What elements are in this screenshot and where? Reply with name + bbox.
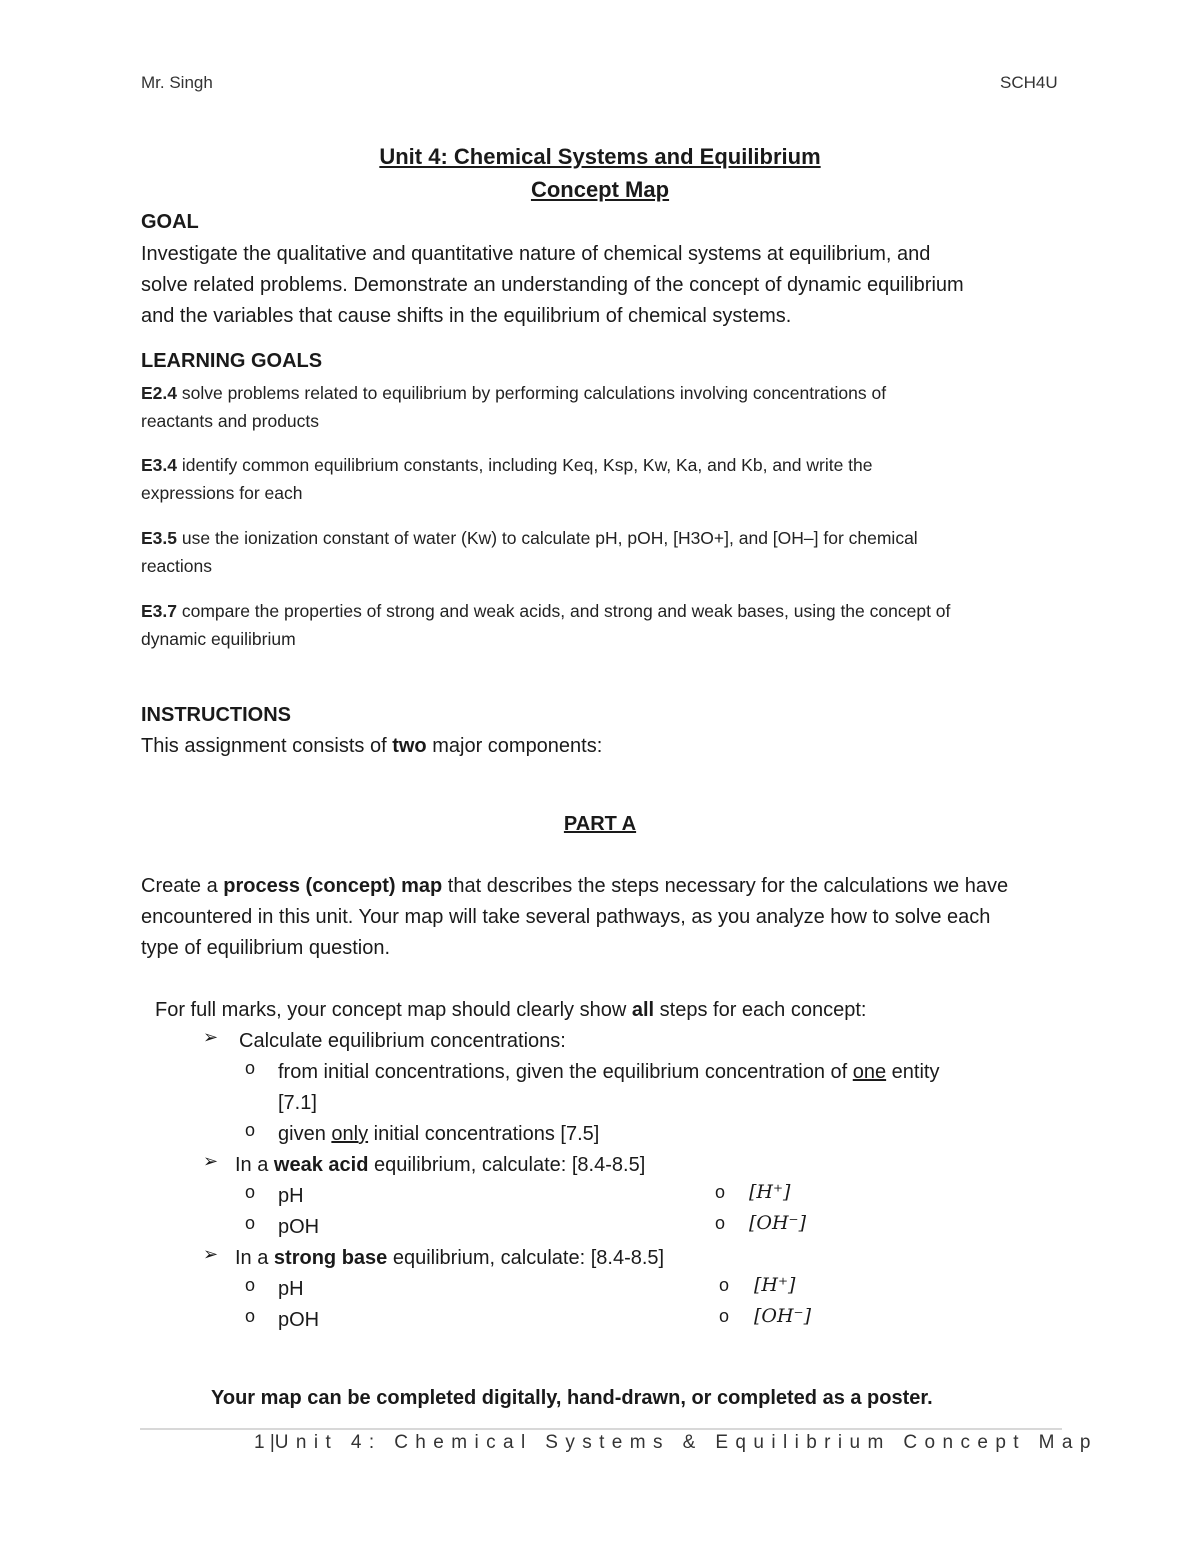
goal-line-1: Investigate the qualitative and quantitative nature of chemical systems at equilibrium, and	[141, 243, 931, 265]
goal-text: identify common equilibrium constants, including Keq, Ksp, Kw, Ka, and Kb, and write the	[177, 455, 873, 475]
instructions-heading: INSTRUCTIONS	[141, 704, 291, 726]
footer	[254, 1432, 1098, 1454]
text: major components:	[426, 735, 603, 757]
weak-acid-ph: pH	[278, 1185, 304, 1207]
text: equilibrium, calculate: [8.4-8.5]	[368, 1154, 646, 1176]
weak-acid-h-plus: [H⁺]	[749, 1181, 791, 1203]
goal-code: E2.4	[141, 383, 177, 403]
learning-goals-heading: LEARNING GOALS	[141, 350, 323, 372]
learning-goal-e24	[141, 379, 886, 407]
text: steps for each concept:	[654, 999, 867, 1021]
arrow-bullet-icon: ➢	[203, 1244, 219, 1264]
page-subtitle: Concept Map	[530, 177, 670, 202]
text: Create a	[141, 875, 224, 897]
strong-base-h-plus: [H⁺]	[754, 1274, 796, 1296]
strong-base-ph: pH	[278, 1278, 304, 1300]
sub-bullet-only-initial	[278, 1119, 599, 1150]
circle-bullet-icon: o	[719, 1275, 730, 1295]
text: equilibrium, calculate: [8.4-8.5]	[387, 1247, 665, 1269]
text-underlined: only	[331, 1123, 369, 1145]
circle-bullet-icon: o	[719, 1306, 730, 1326]
goal-text: use the ionization constant of water (Kw) to calculate pH, pOH, [H3O+], and [OH–] for chemical	[177, 528, 918, 548]
header-course-code: SCH4U	[1000, 73, 1058, 92]
learning-goal-e34-cont: expressions for each	[141, 483, 303, 503]
full-marks-text	[155, 995, 866, 1026]
circle-bullet-icon: o	[245, 1306, 256, 1326]
footer-divider	[140, 1428, 1062, 1430]
learning-goal-e34	[141, 451, 873, 479]
closing-statement: Your map can be completed digitally, hand-drawn, or completed as a poster.	[211, 1387, 933, 1409]
circle-bullet-icon: o	[245, 1275, 256, 1295]
circle-bullet-icon: o	[245, 1213, 256, 1233]
sub-bullet-initial-given-one	[278, 1057, 939, 1088]
text: initial concentrations [7.5]	[368, 1123, 600, 1145]
circle-bullet-icon: o	[245, 1182, 256, 1202]
goal-heading: GOAL	[141, 211, 199, 233]
goal-line-2: solve related problems. Demonstrate an understanding of the concept of dynamic equilibrium	[141, 274, 964, 296]
footer-title: Unit 4: Chemical Systems & Equilibrium Concept Map	[274, 1432, 1098, 1453]
instructions-text	[141, 731, 602, 762]
text: given	[278, 1123, 332, 1145]
goal-text: compare the properties of strong and weak acids, and strong and weak bases, using the concept of	[177, 601, 951, 621]
goal-line-3: and the variables that cause shifts in the equilibrium of chemical systems.	[141, 305, 792, 327]
footer-separator: |	[269, 1432, 275, 1453]
weak-acid-poh: pOH	[278, 1216, 320, 1238]
goal-code: E3.7	[141, 601, 177, 621]
bullet-strong-base	[235, 1243, 664, 1274]
learning-goal-e37-cont: dynamic equilibrium	[141, 629, 296, 649]
strong-base-poh: pOH	[278, 1309, 320, 1331]
bullet-equilibrium-concentrations: Calculate equilibrium concentrations:	[239, 1030, 566, 1052]
text: For full marks, your concept map should clearly show	[155, 999, 632, 1021]
text-emphasis: two	[392, 735, 427, 757]
bullet-weak-acid	[235, 1150, 645, 1181]
page-number: 1	[254, 1432, 265, 1453]
arrow-bullet-icon: ➢	[203, 1151, 219, 1171]
page-title: Unit 4: Chemical Systems and Equilibrium	[379, 144, 821, 169]
text: This assignment consists of	[141, 735, 393, 757]
learning-goal-e24-cont: reactants and products	[141, 411, 320, 431]
text-emphasis: strong base	[273, 1247, 388, 1269]
text: In a	[235, 1247, 274, 1269]
part-a-heading: PART A	[563, 813, 637, 835]
learning-goal-e35-cont: reactions	[141, 556, 213, 576]
learning-goal-e37	[141, 597, 950, 625]
part-a-paragraph-line-2: encountered in this unit. Your map will take several pathways, as you analyze how to solve each	[141, 906, 991, 928]
goal-text: solve problems related to equilibrium by performing calculations involving concentrations of	[177, 383, 887, 403]
circle-bullet-icon: o	[245, 1058, 256, 1078]
part-a-paragraph-line-1	[141, 871, 1008, 902]
strong-base-oh-minus: [OH⁻]	[754, 1305, 811, 1327]
text: that describes the steps necessary for the calculations we have	[442, 875, 1009, 897]
circle-bullet-icon: o	[715, 1213, 726, 1233]
circle-bullet-icon: o	[245, 1120, 256, 1140]
text: entity	[886, 1061, 940, 1083]
weak-acid-oh-minus: [OH⁻]	[749, 1212, 806, 1234]
learning-goal-e35	[141, 524, 918, 552]
text-emphasis: weak acid	[273, 1154, 369, 1176]
text: from initial concentrations, given the equilibrium concentration of	[278, 1061, 853, 1083]
arrow-bullet-icon: ➢	[203, 1027, 219, 1047]
part-a-paragraph-line-3: type of equilibrium question.	[141, 937, 391, 959]
text: In a	[235, 1154, 274, 1176]
circle-bullet-icon: o	[715, 1182, 726, 1202]
goal-code: E3.5	[141, 528, 177, 548]
goal-code: E3.4	[141, 455, 177, 475]
text-emphasis: all	[631, 999, 655, 1021]
text-underlined: one	[852, 1061, 887, 1083]
header-author: Mr. Singh	[141, 73, 213, 92]
text-emphasis: process (concept) map	[223, 875, 443, 897]
sub-bullet-ref-7-1: [7.1]	[278, 1092, 317, 1114]
